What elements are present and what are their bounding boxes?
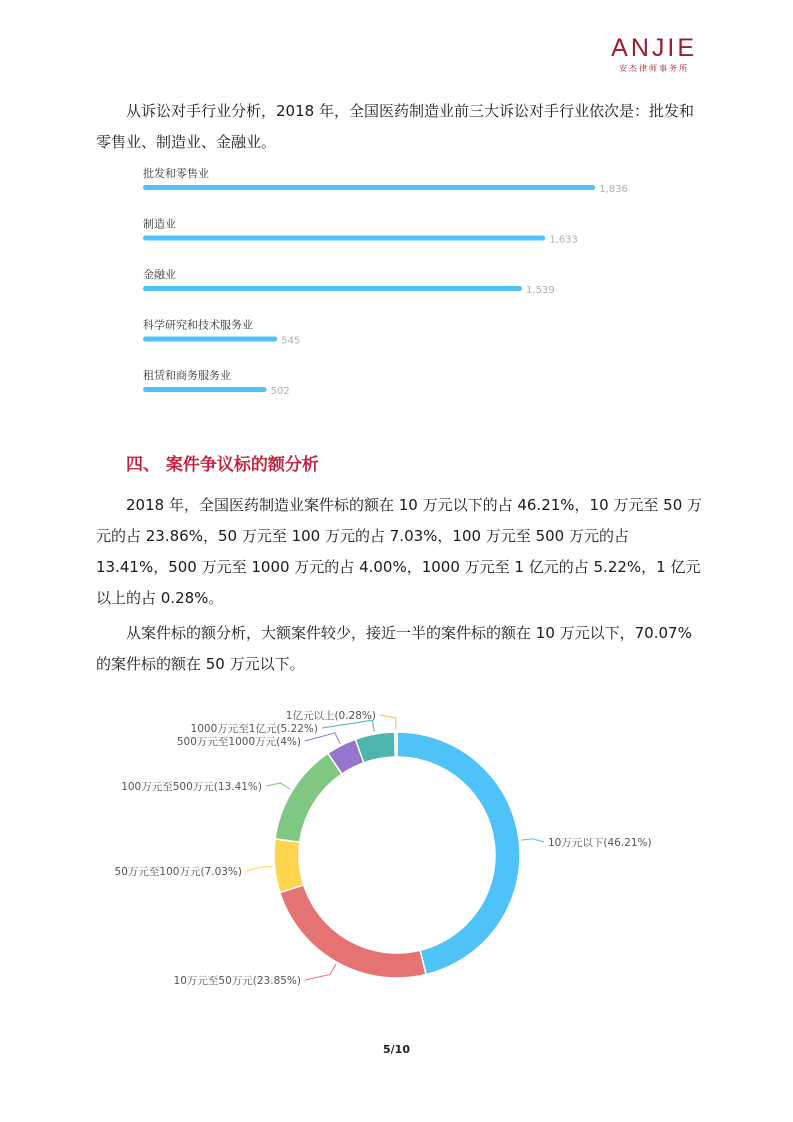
amount-paragraph-2: 从案件标的额分析，大额案件较少，接近一半的案件标的额在 10 万元以下，70.07%的案件标的额在 50 万元以下。 [96, 624, 692, 673]
donut-slice [275, 753, 342, 842]
bar-category-label: 制造业 [143, 217, 176, 231]
bar-category-label: 科学研究和技术服务业 [143, 318, 253, 332]
bar [143, 337, 277, 342]
bar-value-label: 1,539 [526, 285, 555, 296]
donut-slice-label: 1亿元以上(0.28%) [285, 710, 376, 722]
bar [143, 286, 522, 291]
donut-slice-label: 10万元至50万元(23.85%) [173, 975, 301, 987]
bar [143, 387, 267, 392]
donut-slice [395, 732, 397, 757]
logo-subtitle: 安杰律师事务所 [619, 64, 690, 73]
donut-slice [280, 885, 426, 978]
donut-label-leader [380, 715, 396, 730]
bar [143, 185, 595, 190]
donut-label-leader [266, 783, 291, 789]
bar [143, 236, 545, 241]
bar-value-label: 1,633 [549, 234, 578, 246]
donut-slice [397, 732, 520, 975]
donut-slice-label: 50万元至100万元(7.03%) [114, 866, 242, 878]
amount-paragraph-1: 2018 年，全国医药制造业案件标的额在 10 万元以下的占 46.21%，10 万元至 50 万元的占 23.86%，50 万元至 100 万元的占 7.03%，100 万元至 500 万元的占 13.41%，500 万元至 1000 万元的占 4.00%，1000 万元至 1 亿元的占 5.22%，1 亿元以上的占 0.28%。 [96, 496, 703, 607]
donut-label-leader [322, 720, 374, 732]
donut-slice-label: 100万元至500万元(13.41%) [121, 781, 262, 793]
bar-category-label: 金融业 [143, 268, 176, 281]
bar-value-label: 545 [281, 335, 301, 347]
bar-category-label: 租赁和商务服务业 [143, 369, 231, 382]
donut-slice-label: 500万元至1000万元(4%) [176, 736, 301, 748]
litigation-opponent-industry-bar-chart [0, 160, 793, 410]
case-amount-donut-chart [96, 660, 696, 1000]
section-heading: 四、 案件争议标的额分析 [126, 455, 319, 475]
intro-paragraph: 从诉讼对手行业分析，2018 年，全国医药制造业前三大诉讼对手行业依次是：批发和零售业、制造业、金融业。 [96, 102, 694, 151]
donut-slice-label: 1000万元至1亿元(5.22%) [190, 723, 318, 735]
donut-label-leader [305, 964, 336, 980]
logo-text: ANJIE [611, 34, 697, 62]
anjie-logo [611, 34, 697, 74]
bar-value-label: 1,836 [599, 184, 628, 195]
page-number: 5/10 [383, 1043, 410, 1056]
donut-label-leader [521, 839, 544, 842]
donut-slice-label: 10万元以下(46.21%) [548, 837, 652, 849]
donut-slice [274, 839, 304, 893]
donut-label-leader [246, 866, 273, 871]
bar-category-label: 批发和零售业 [143, 167, 209, 180]
bar-value-label: 502 [270, 386, 290, 397]
